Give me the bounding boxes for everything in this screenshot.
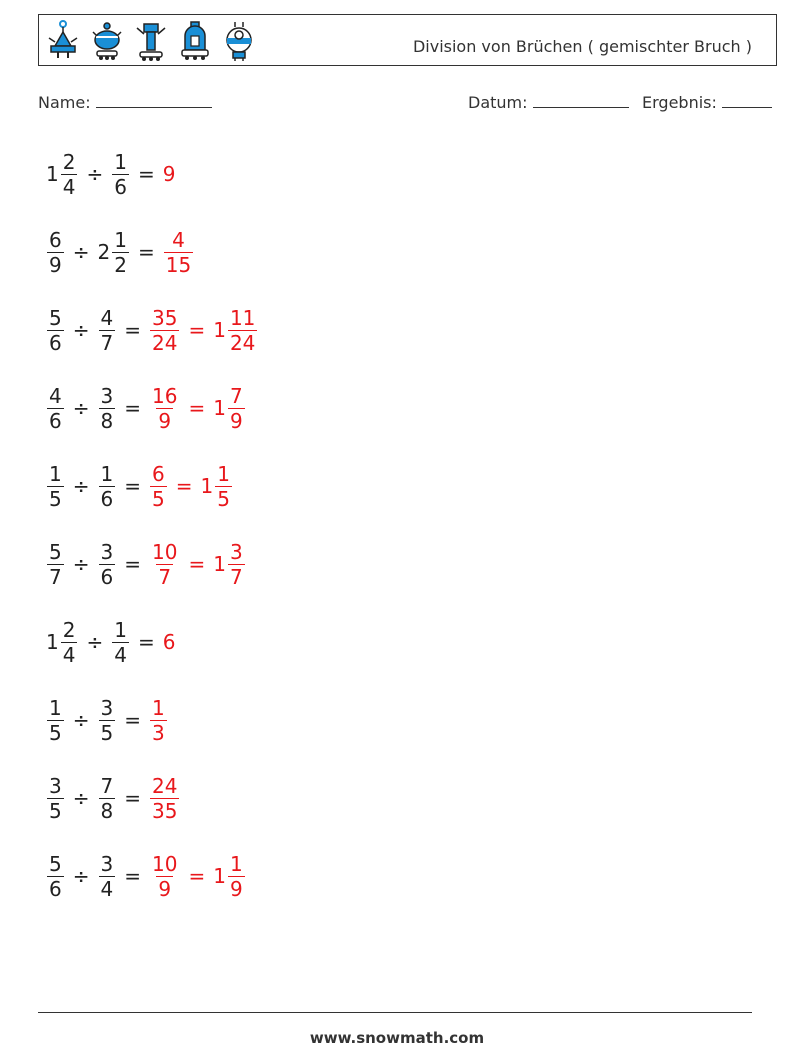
answer-numerator: 10	[152, 851, 178, 876]
divisor-fraction	[99, 695, 116, 745]
divisor-fraction	[99, 305, 116, 355]
answer	[163, 227, 194, 277]
answer	[213, 383, 245, 433]
divisor-numerator: 1	[100, 461, 114, 486]
dividend-fraction	[47, 695, 64, 745]
dividend	[46, 461, 65, 511]
divisor-denominator: 8	[100, 798, 114, 823]
answer-fraction	[164, 227, 193, 277]
answer-fraction	[150, 305, 179, 355]
dividend-whole: 1	[46, 630, 59, 654]
divisor	[98, 851, 117, 901]
answer-whole: 1	[213, 552, 226, 576]
answer	[163, 630, 177, 654]
dividend-numerator: 5	[49, 851, 62, 876]
divisor-numerator: 3	[100, 383, 114, 408]
divisor-denominator: 4	[100, 876, 114, 901]
dividend-fraction	[47, 383, 64, 433]
dividend-numerator: 4	[49, 383, 62, 408]
answer-denominator: 9	[158, 408, 172, 433]
problem-row	[46, 612, 176, 672]
divisor	[98, 305, 117, 355]
dividend-fraction	[47, 539, 64, 589]
divisor-denominator: 6	[100, 486, 114, 511]
answer-fraction	[215, 461, 232, 511]
problem-row	[46, 768, 180, 828]
answer-fraction	[228, 383, 245, 433]
robot-icon-4	[179, 20, 211, 62]
answer-numerator: 7	[229, 383, 243, 408]
divisor-fraction	[112, 227, 129, 277]
divisor	[111, 617, 130, 667]
dividend	[46, 227, 65, 277]
answer-denominator: 3	[152, 720, 165, 745]
dividend-numerator: 2	[62, 149, 76, 174]
dividend	[46, 773, 65, 823]
divide-sign: ÷	[72, 786, 90, 810]
answer-whole: 1	[200, 474, 214, 498]
equals-sign: =	[124, 708, 141, 732]
answer-fraction	[150, 539, 179, 589]
answer-equals-sign: =	[188, 396, 206, 420]
divisor-fraction	[99, 461, 116, 511]
dividend	[46, 617, 78, 667]
result-field[interactable]	[642, 93, 772, 112]
answer-whole: 6	[162, 630, 176, 654]
dividend	[46, 539, 65, 589]
divisor-fraction	[99, 383, 116, 433]
divisor-numerator: 1	[114, 227, 127, 252]
divide-sign: ÷	[86, 630, 104, 654]
dividend-denominator: 5	[49, 798, 62, 823]
divisor-numerator: 3	[100, 539, 114, 564]
dividend	[46, 383, 65, 433]
problem-row	[46, 690, 168, 750]
answer-numerator: 16	[152, 383, 178, 408]
answer-fraction	[150, 695, 167, 745]
answer	[149, 773, 180, 823]
divisor	[98, 773, 117, 823]
worksheet-title: Division von Brüchen ( gemischter Bruch )	[412, 37, 752, 56]
dividend-numerator: 6	[49, 227, 62, 252]
problem-row	[46, 456, 233, 516]
answer-numerator: 1	[217, 461, 230, 486]
equals-sign: =	[124, 786, 141, 810]
problem-row	[46, 534, 246, 594]
divide-sign: ÷	[72, 474, 90, 498]
answer-denominator: 7	[229, 564, 243, 589]
dividend-denominator: 9	[49, 252, 62, 277]
divisor-fraction	[99, 539, 116, 589]
logo-row	[47, 20, 255, 62]
problem-row	[46, 222, 194, 282]
dividend-fraction	[61, 149, 78, 199]
dividend-whole: 1	[46, 162, 59, 186]
equals-sign: =	[137, 630, 155, 654]
dividend-denominator: 7	[49, 564, 62, 589]
name-label: Name:	[38, 93, 91, 112]
result-line[interactable]	[722, 93, 772, 108]
answer	[149, 851, 180, 901]
answer-numerator: 3	[229, 539, 243, 564]
divide-sign: ÷	[72, 864, 90, 888]
answer-numerator: 24	[152, 773, 178, 798]
divide-sign: ÷	[72, 318, 90, 342]
equals-sign: =	[124, 396, 141, 420]
answer-whole: 9	[162, 162, 176, 186]
answer-denominator: 9	[158, 876, 172, 901]
answer-numerator: 6	[152, 461, 165, 486]
divisor-denominator: 4	[114, 642, 127, 667]
answer-whole: 1	[213, 864, 226, 888]
name-line[interactable]	[96, 93, 212, 108]
answer-numerator: 35	[152, 305, 178, 330]
robot-icon-5	[223, 20, 255, 62]
answer-equals-sign: =	[188, 318, 206, 342]
dividend-denominator: 6	[49, 330, 62, 355]
answer-denominator: 9	[229, 408, 243, 433]
divisor-denominator: 2	[114, 252, 127, 277]
header-box	[38, 14, 777, 66]
answer-denominator: 9	[229, 876, 243, 901]
answer	[163, 162, 177, 186]
dividend-numerator: 1	[49, 461, 62, 486]
divisor	[98, 695, 117, 745]
divisor-fraction	[112, 617, 129, 667]
dividend	[46, 851, 65, 901]
divisor-denominator: 8	[100, 408, 114, 433]
answer-fraction	[150, 383, 179, 433]
answer-whole: 1	[213, 396, 226, 420]
result-label: Ergebnis:	[642, 93, 717, 112]
answer-equals-sign: =	[188, 864, 206, 888]
problem-row	[46, 300, 258, 360]
dividend-fraction	[47, 227, 64, 277]
answer-numerator: 11	[229, 305, 256, 330]
dividend-denominator: 5	[49, 720, 62, 745]
dividend-denominator: 4	[62, 642, 76, 667]
equals-sign: =	[137, 162, 155, 186]
divisor-fraction	[99, 773, 116, 823]
answer	[149, 695, 168, 745]
divisor-numerator: 3	[100, 695, 114, 720]
answer-fraction	[150, 851, 179, 901]
answer	[149, 305, 180, 355]
date-label: Datum:	[468, 93, 528, 112]
answer-fraction	[150, 461, 167, 511]
answer-fraction	[228, 305, 257, 355]
dividend-denominator: 5	[49, 486, 62, 511]
dividend-denominator: 6	[49, 876, 62, 901]
problem-row	[46, 144, 176, 204]
problem-row	[46, 846, 246, 906]
divisor	[111, 149, 130, 199]
footer-divider	[38, 1012, 752, 1013]
dividend-numerator: 1	[49, 695, 62, 720]
answer-denominator: 5	[152, 486, 165, 511]
dividend-numerator: 3	[49, 773, 62, 798]
divisor	[98, 383, 117, 433]
answer-denominator: 5	[217, 486, 230, 511]
answer-fraction	[150, 773, 179, 823]
divide-sign: ÷	[86, 162, 104, 186]
dividend-fraction	[47, 305, 64, 355]
answer-equals-sign: =	[175, 474, 193, 498]
divide-sign: ÷	[72, 396, 90, 420]
answer	[149, 383, 180, 433]
dividend-fraction	[47, 773, 64, 823]
dividend-fraction	[47, 851, 64, 901]
robot-icon-1	[47, 20, 79, 62]
equals-sign: =	[124, 864, 141, 888]
equals-sign: =	[124, 318, 141, 342]
dividend-numerator: 5	[49, 305, 62, 330]
robot-icon-3	[135, 20, 167, 62]
answer-whole: 1	[213, 318, 226, 342]
answer-numerator: 1	[229, 851, 243, 876]
answer	[200, 461, 233, 511]
date-field[interactable]	[468, 93, 629, 112]
answer-numerator: 10	[152, 539, 178, 564]
answer	[149, 539, 180, 589]
divisor-numerator: 1	[114, 617, 127, 642]
equals-sign: =	[124, 552, 141, 576]
dividend-numerator: 2	[62, 617, 76, 642]
answer	[213, 851, 245, 901]
equals-sign: =	[137, 240, 155, 264]
equals-sign: =	[124, 474, 141, 498]
divisor	[98, 539, 117, 589]
divisor-denominator: 7	[100, 330, 114, 355]
answer-equals-sign: =	[188, 552, 206, 576]
divisor	[97, 227, 130, 277]
divisor-denominator: 5	[100, 720, 114, 745]
answer-numerator: 4	[172, 227, 185, 252]
dividend-fraction	[61, 617, 78, 667]
answer	[213, 305, 258, 355]
answer-denominator: 24	[152, 330, 178, 355]
answer-denominator: 7	[158, 564, 172, 589]
divisor-denominator: 6	[114, 174, 127, 199]
dividend-denominator: 6	[49, 408, 62, 433]
divisor	[98, 461, 117, 511]
divide-sign: ÷	[72, 240, 90, 264]
answer-numerator: 1	[152, 695, 165, 720]
divisor-whole: 2	[97, 240, 111, 264]
answer-denominator: 15	[165, 252, 192, 277]
answer-fraction	[228, 539, 245, 589]
divisor-denominator: 6	[100, 564, 114, 589]
answer-denominator: 35	[152, 798, 178, 823]
divisor-numerator: 7	[100, 773, 114, 798]
robot-icon-2	[91, 20, 123, 62]
dividend-numerator: 5	[49, 539, 62, 564]
divisor-fraction	[99, 851, 116, 901]
divisor-numerator: 1	[114, 149, 127, 174]
answer	[213, 539, 245, 589]
divisor-numerator: 4	[100, 305, 114, 330]
answer-denominator: 24	[229, 330, 256, 355]
name-field[interactable]	[38, 93, 212, 112]
footer-url: www.snowmath.com	[309, 1029, 485, 1047]
divide-sign: ÷	[72, 708, 90, 732]
dividend-fraction	[47, 461, 64, 511]
dividend	[46, 149, 78, 199]
answer-fraction	[228, 851, 245, 901]
divisor-fraction	[112, 149, 129, 199]
dividend-denominator: 4	[62, 174, 76, 199]
answer	[149, 461, 168, 511]
dividend	[46, 695, 65, 745]
date-line[interactable]	[533, 93, 629, 108]
dividend	[46, 305, 65, 355]
divide-sign: ÷	[72, 552, 90, 576]
problem-row	[46, 378, 246, 438]
divisor-numerator: 3	[100, 851, 114, 876]
